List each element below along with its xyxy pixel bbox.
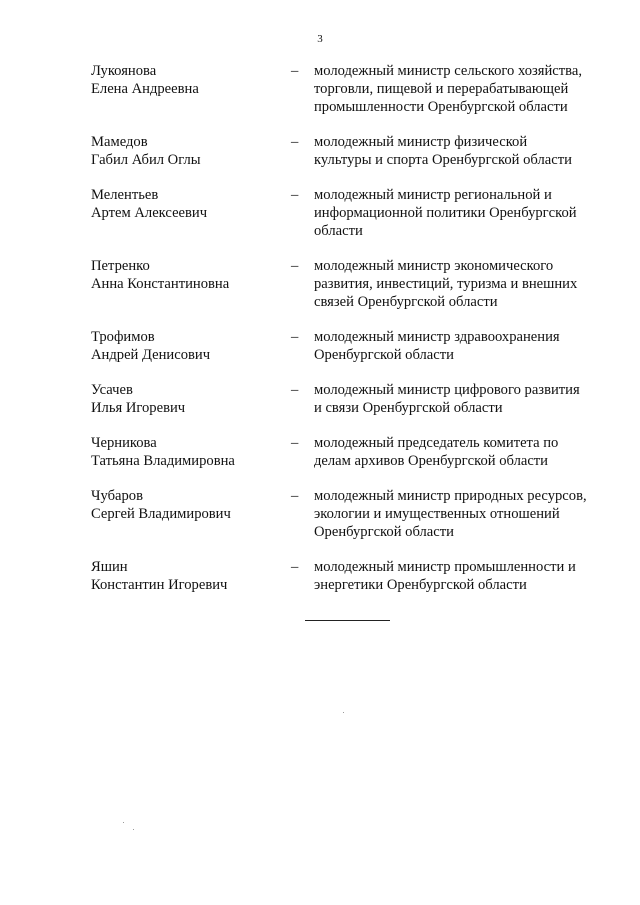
end-divider	[305, 620, 390, 621]
surname: Чубаров	[91, 488, 143, 504]
dash-separator: –	[291, 134, 299, 150]
scan-speck	[133, 829, 134, 830]
given-names: Сергей Владимирович	[91, 506, 231, 523]
dash-separator: –	[291, 187, 299, 203]
position-line: молодежный министр физической	[314, 134, 528, 150]
position-line: делам архивов Оренбургской области	[314, 453, 548, 470]
position-title	[314, 186, 614, 241]
person-name	[91, 62, 281, 98]
position-line: молодежный министр природных ресурсов,	[314, 488, 587, 504]
position-line: области	[314, 223, 363, 240]
list-item	[0, 257, 640, 328]
position-line: информационной политики Оренбургской	[314, 205, 577, 222]
list-item	[0, 558, 640, 598]
position-title	[314, 62, 614, 117]
position-line: и связи Оренбургской области	[314, 400, 503, 417]
surname: Яшин	[91, 559, 128, 575]
dash-separator: –	[291, 488, 299, 504]
position-line: связей Оренбургской области	[314, 294, 498, 311]
list-item	[0, 487, 640, 558]
position-title	[314, 381, 614, 417]
list-item	[0, 434, 640, 487]
position-line: молодежный председатель комитета по	[314, 435, 559, 451]
person-name	[91, 558, 281, 594]
page-number: 3	[317, 33, 323, 45]
position-line: Оренбургской области	[314, 524, 454, 541]
given-names: Андрей Денисович	[91, 347, 211, 364]
surname: Петренко	[91, 258, 150, 274]
person-name	[91, 487, 281, 523]
given-names: Габил Абил Оглы	[91, 152, 201, 169]
given-names: Константин Игоревич	[91, 577, 228, 594]
position-line: культуры и спорта Оренбургской области	[314, 152, 572, 169]
person-name	[91, 133, 281, 169]
given-names: Артем Алексеевич	[91, 205, 208, 222]
list-item	[0, 133, 640, 186]
position-line: экологии и имущественных отношений	[314, 506, 560, 523]
scan-speck	[123, 822, 124, 823]
surname: Мелентьев	[91, 187, 159, 203]
position-line: молодежный министр сельского хозяйства,	[314, 63, 582, 79]
dash-separator: –	[291, 382, 299, 398]
position-line: промышленности Оренбургской области	[314, 99, 568, 116]
position-line: молодежный министр здравоохранения	[314, 329, 560, 345]
dash-separator: –	[291, 435, 299, 451]
appointee-list	[0, 62, 640, 598]
position-line: молодежный министр промышленности и	[314, 559, 576, 575]
position-title	[314, 328, 614, 364]
surname: Лукоянова	[91, 63, 157, 79]
given-names: Илья Игоревич	[91, 400, 186, 417]
given-names: Татьяна Владимировна	[91, 453, 235, 470]
position-line: молодежный министр региональной и	[314, 187, 552, 203]
surname: Черникова	[91, 435, 157, 451]
surname: Трофимов	[91, 329, 155, 345]
person-name	[91, 381, 281, 417]
position-line: молодежный министр экономического	[314, 258, 554, 274]
dash-separator: –	[291, 63, 299, 79]
given-names: Елена Андреевна	[91, 81, 199, 98]
person-name	[91, 186, 281, 222]
list-item	[0, 328, 640, 381]
position-title	[314, 434, 614, 470]
person-name	[91, 434, 281, 470]
position-line: Оренбургской области	[314, 347, 454, 364]
position-line: торговли, пищевой и перерабатывающей	[314, 81, 569, 98]
surname: Усачев	[91, 382, 133, 398]
position-line: молодежный министр цифрового развития	[314, 382, 580, 398]
list-item	[0, 381, 640, 434]
scan-speck	[343, 712, 344, 713]
given-names: Анна Константиновна	[91, 276, 230, 293]
position-title	[314, 257, 614, 312]
list-item	[0, 62, 640, 133]
position-title	[314, 487, 614, 542]
position-line: развития, инвестиций, туризма и внешних	[314, 276, 578, 293]
dash-separator: –	[291, 559, 299, 575]
person-name	[91, 328, 281, 364]
dash-separator: –	[291, 329, 299, 345]
list-item	[0, 186, 640, 257]
person-name	[91, 257, 281, 293]
dash-separator: –	[291, 258, 299, 274]
position-title	[314, 558, 614, 594]
position-title	[314, 133, 614, 169]
surname: Мамедов	[91, 134, 148, 150]
position-line: энергетики Оренбургской области	[314, 577, 527, 594]
